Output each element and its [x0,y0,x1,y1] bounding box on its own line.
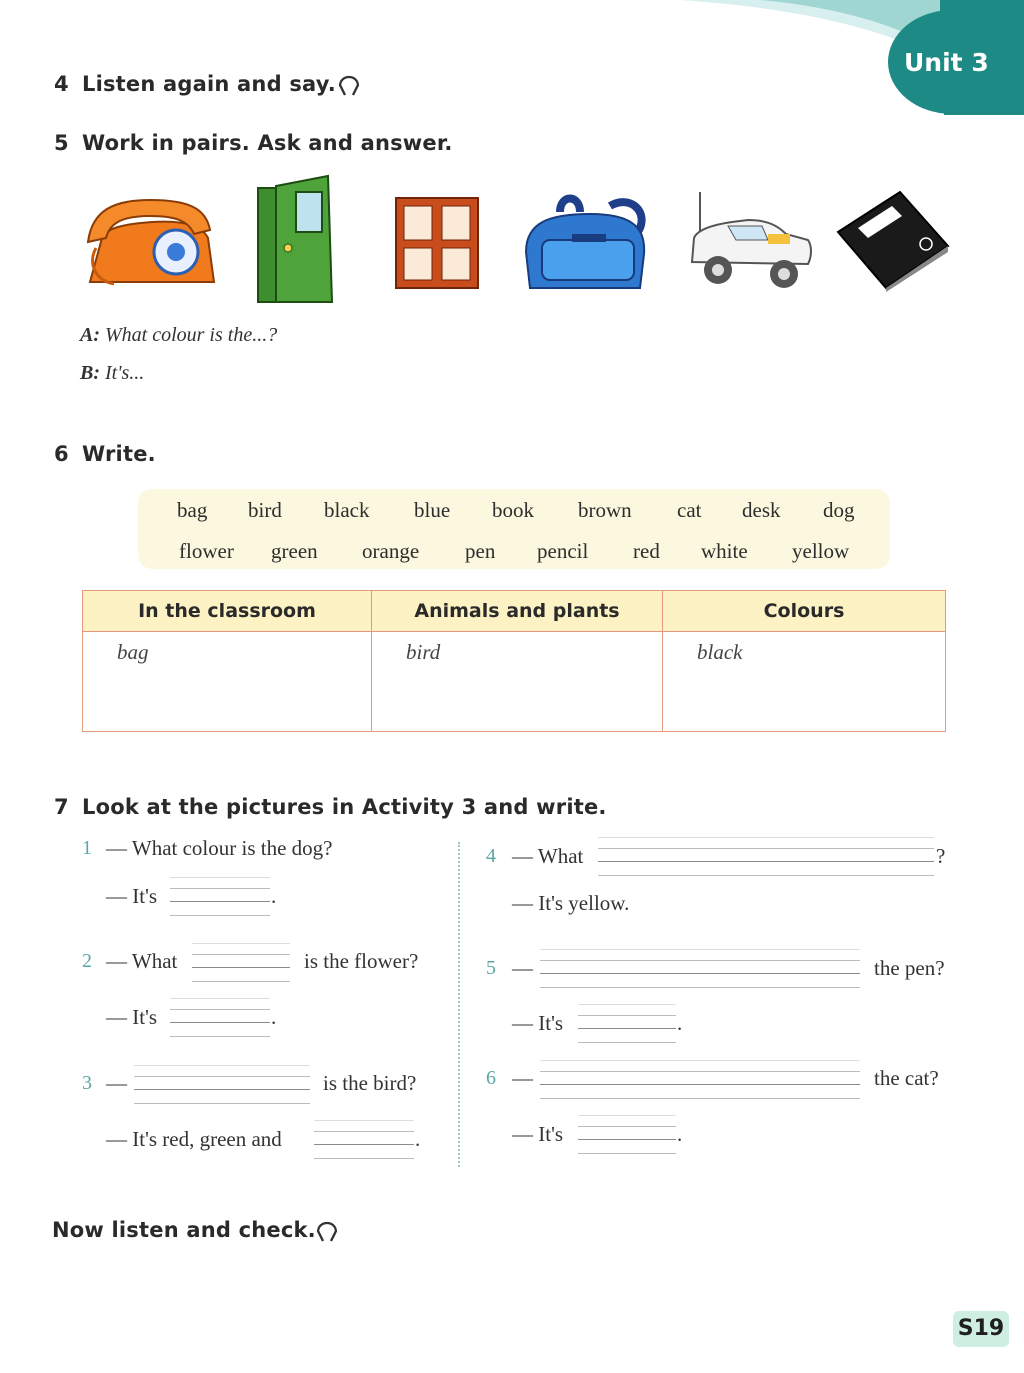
telephone-picture [84,190,220,290]
speaker-a-text: What colour is the...? [105,324,278,346]
answer-text: — It's red, green and [106,1127,282,1151]
word-bank-item: bag [177,498,208,522]
book-picture [834,188,952,292]
activity-4-heading [54,72,336,96]
table-cell[interactable]: bag [83,632,372,732]
activity-instruction: Work in pairs. Ask and answer. [82,131,453,155]
answer-blank[interactable] [170,1009,270,1037]
activity-5-heading [54,131,453,155]
punctuation: . [271,884,277,908]
table-cell[interactable]: black [663,632,946,732]
answer-text: — It's [106,1005,158,1029]
word-bank-item: black [324,498,370,522]
window-picture [394,196,480,290]
question-text: — [512,1066,533,1090]
word-bank-item: bird [248,498,282,522]
table-header: Colours [663,591,946,632]
answer-text: — It's [106,884,158,908]
toy-car-picture [688,190,814,296]
headphones-icon [336,68,362,98]
item-number: 2 [82,950,92,972]
question-blank[interactable] [134,1076,310,1104]
punctuation: . [271,1005,277,1029]
question-blank[interactable] [540,1071,860,1099]
word-bank-item: orange [362,539,420,563]
question-text: — [512,956,533,980]
question-blank[interactable] [598,848,934,876]
item-number: 5 [486,957,496,979]
answer-text: — It's [512,1122,564,1146]
punctuation: . [677,1122,683,1146]
question-text: — What [106,949,178,973]
table-header: In the classroom [83,591,372,632]
punctuation: . [415,1127,421,1151]
word-bank-item: yellow [792,539,850,563]
item-number: 6 [486,1067,496,1089]
word-bank-item: green [271,539,318,563]
question-text: the pen? [874,956,945,980]
activity-instruction: Look at the pictures in Activity 3 and write. [82,795,607,819]
answer-blank[interactable] [314,1131,414,1159]
schoolbag-picture [520,192,652,294]
column-divider [458,842,460,1167]
activity-number: 4 [54,72,69,96]
speaker-a-label: A: [80,324,100,346]
dialog-line-a [80,324,277,347]
listen-check-text: Now listen and check. [52,1218,316,1242]
activity-number: 7 [54,795,69,819]
answer-text: — It's [512,1011,564,1035]
activity-number: 6 [54,442,69,466]
activity-6-heading [54,442,156,466]
punctuation: . [677,1011,683,1035]
question-text: is the flower? [304,949,419,973]
answer-text: — It's yellow. [512,891,630,915]
headphones-icon [314,1214,340,1244]
question-blank[interactable] [540,960,860,988]
item-number: 3 [82,1072,92,1094]
word-bank-item: blue [414,498,451,522]
word-bank-item: pencil [537,539,589,563]
word-bank-item: brown [578,498,632,522]
table-cell[interactable]: bird [372,632,663,732]
unit-label: Unit 3 [904,48,989,77]
question-text: the cat? [874,1066,939,1090]
answer-blank[interactable] [578,1015,676,1043]
word-bank-item: white [701,539,748,563]
speaker-b-text: It's... [105,362,145,384]
question-text: is the bird? [323,1071,417,1095]
activity-7-heading [54,795,607,819]
activity-instruction: Listen again and say. [82,72,336,96]
activity-instruction: Write. [82,442,156,466]
dialog-line-b [80,362,144,385]
punctuation: ? [936,844,946,868]
item-number: 4 [486,845,496,867]
item-number: 1 [82,837,92,859]
answer-blank[interactable] [170,888,270,916]
word-bank-item: pen [465,539,496,563]
question-blank[interactable] [192,954,290,982]
word-bank-item: flower [179,539,234,563]
word-bank-item: book [492,498,534,522]
page-number: S19 [953,1311,1009,1347]
door-picture [254,174,336,304]
question-text: — What [512,844,584,868]
answer-blank[interactable] [578,1126,676,1154]
table-header: Animals and plants [372,591,663,632]
word-bank-item: desk [742,498,781,522]
word-bank-item: dog [823,498,855,522]
category-table [82,590,946,732]
word-bank-item: cat [677,498,702,522]
speaker-b-label: B: [80,362,100,384]
question-text: — What colour is the dog? [106,836,333,860]
question-text: — [106,1071,127,1095]
word-bank-item: red [633,539,660,563]
activity-number: 5 [54,131,69,155]
